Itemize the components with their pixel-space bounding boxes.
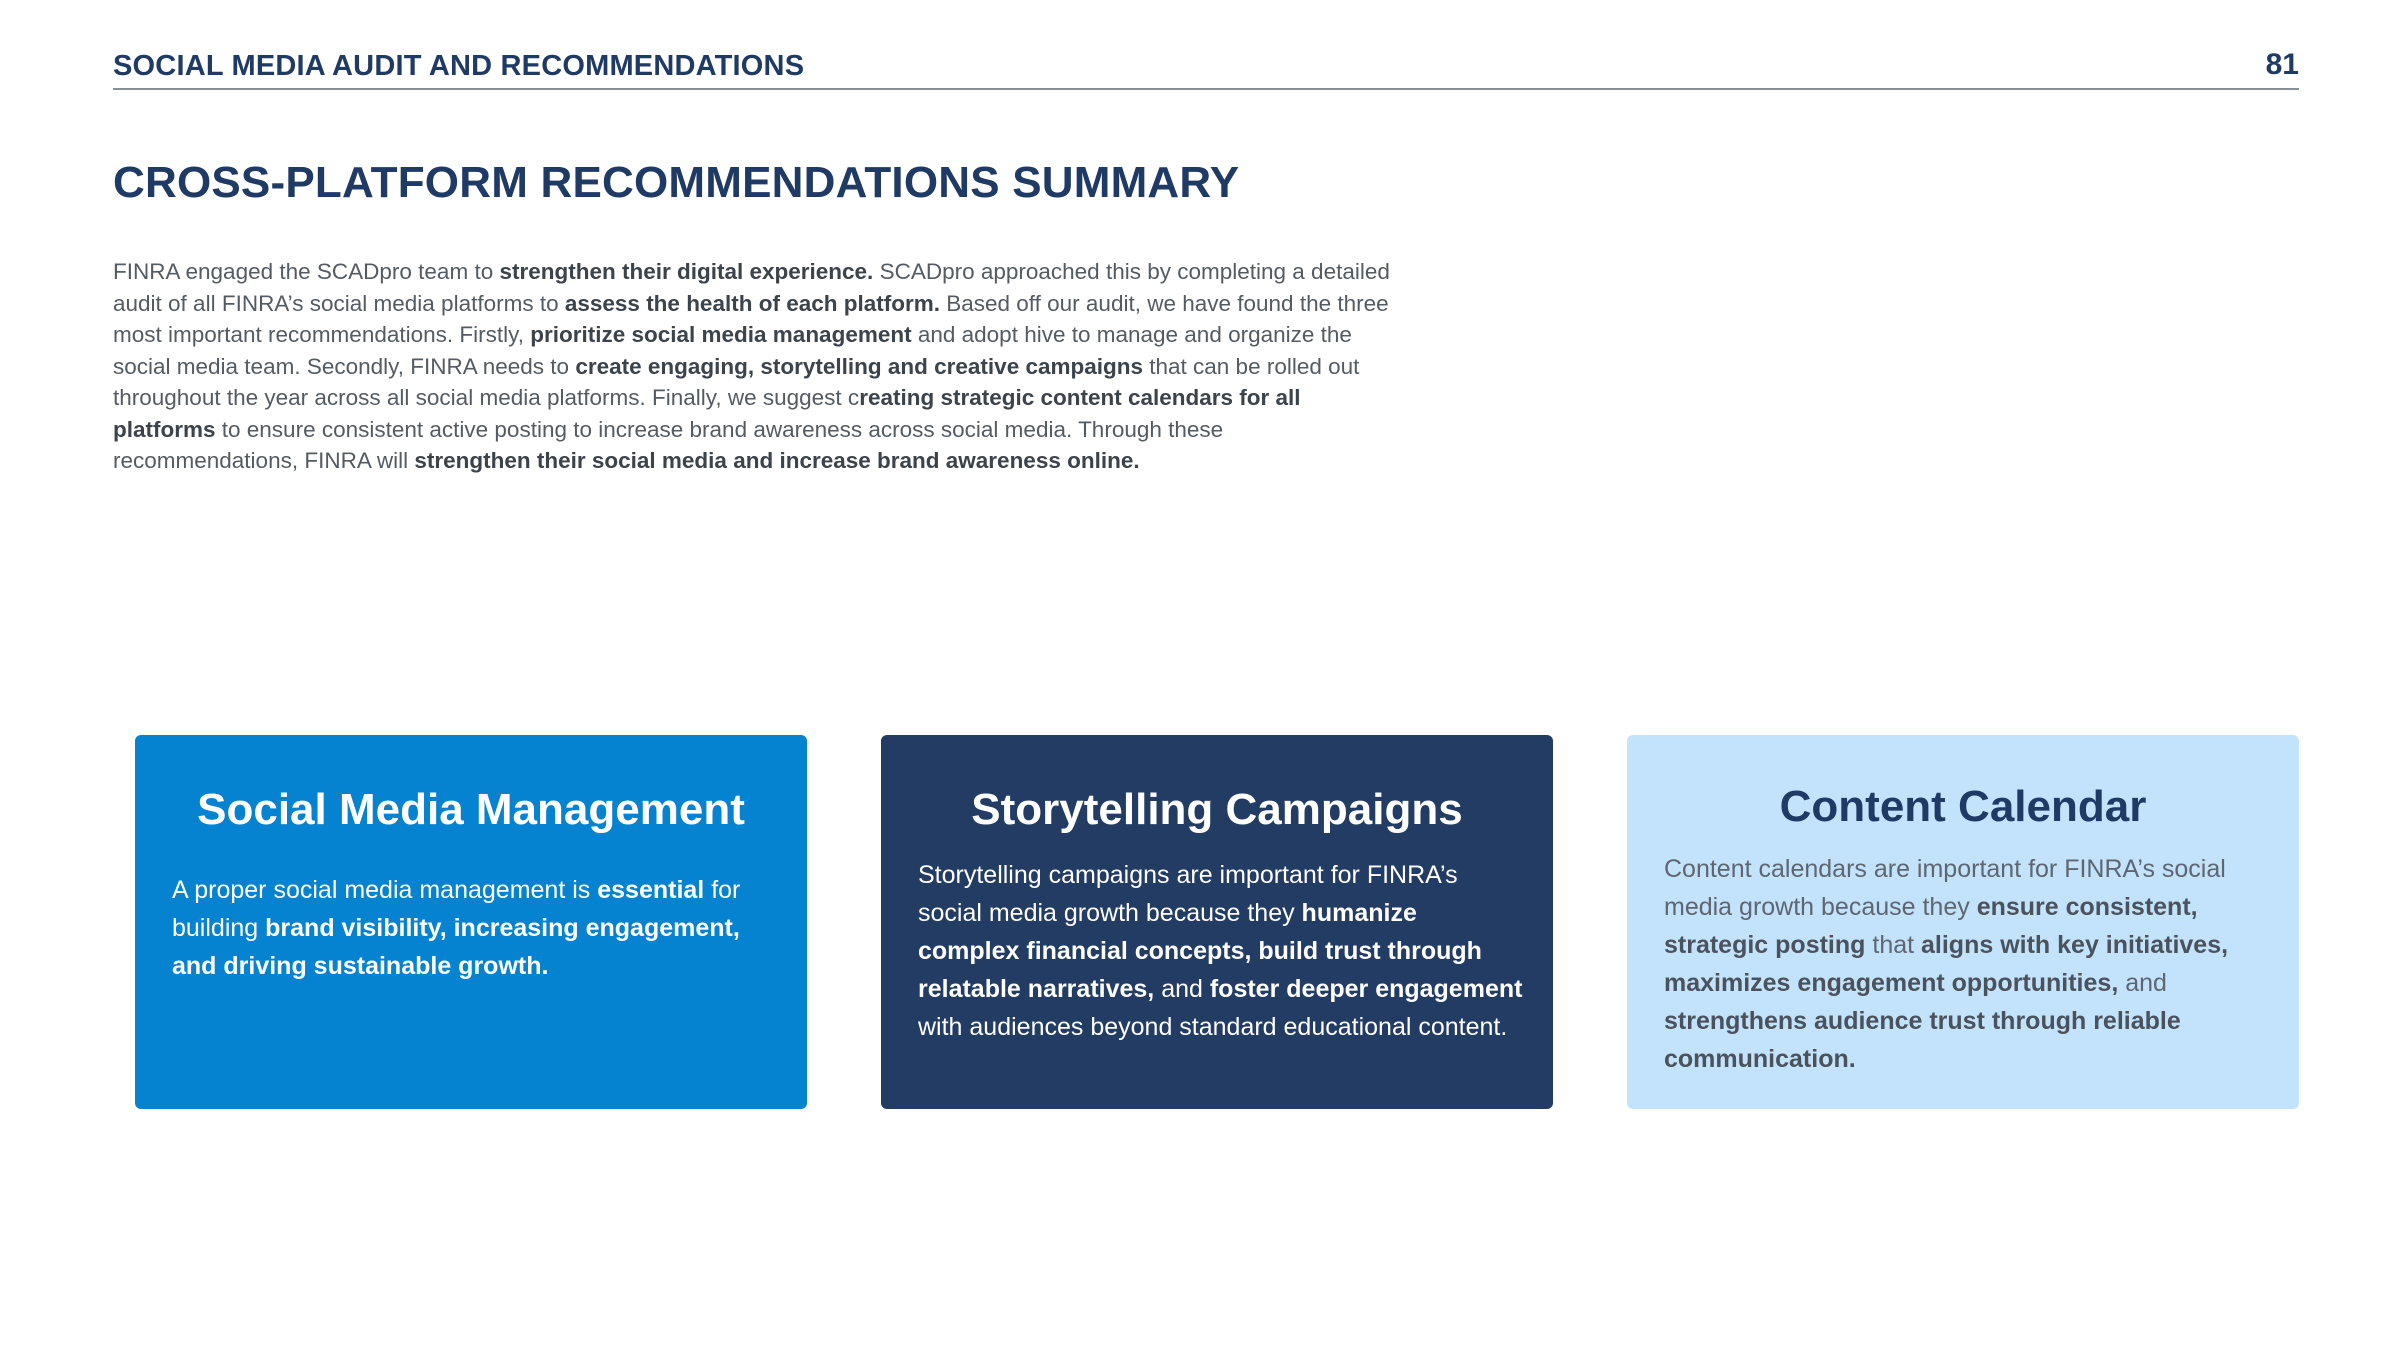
card-title: Social Media Management	[197, 785, 745, 834]
body-text: Content calendars are important for FINRA’s social media growth because they	[1664, 855, 2226, 921]
emphasis-text: essential	[597, 876, 705, 904]
emphasis-text: reating strategic content calendars for all platforms	[113, 385, 1301, 442]
body-text: SCADpro approached this by completing a detailed audit of all FINRA’s social media platforms to	[113, 259, 1390, 316]
card-social-media-management	[135, 735, 807, 1109]
emphasis-text: ensure consistent, strategic posting	[1664, 893, 2198, 959]
body-text: Based off our audit, we have found the three most important recommendations. Firstly,	[113, 290, 1389, 347]
body-text: for building	[172, 876, 741, 942]
emphasis-text: humanize complex financial concepts, build trust through relatable narratives,	[918, 899, 1482, 1003]
body-text: that can be rolled out throughout the year across all social media platforms. Finally, we suggest c	[113, 353, 1360, 410]
body-text: and	[1154, 975, 1210, 1003]
emphasis-text: create engaging, storytelling and creative campaigns	[575, 353, 1143, 379]
emphasis-text: strengthens audience trust through reliable communication.	[1664, 1007, 2181, 1073]
card-content-calendar	[1627, 735, 2299, 1109]
body-text: and adopt hive to manage and organize the social media team. Secondly, FINRA needs to	[113, 322, 1352, 379]
body-text: Storytelling campaigns are important for FINRA’s social media growth because they	[918, 861, 1458, 927]
section-title: SOCIAL MEDIA AUDIT AND RECOMMENDATIONS	[113, 50, 805, 82]
body-text: A proper social media management is	[172, 876, 598, 904]
card-title: Storytelling Campaigns	[971, 785, 1463, 834]
page-number: 81	[2265, 48, 2299, 81]
card-title: Content Calendar	[1779, 782, 2147, 831]
body-text: to ensure consistent active posting to increase brand awareness across social media. Through these recommendations, FINRA will	[113, 416, 1224, 473]
emphasis-text: prioritize social media management	[530, 322, 912, 347]
emphasis-text: aligns with key initiatives, maximizes engagement opportunities,	[1664, 931, 2229, 997]
emphasis-text: strengthen their digital experience.	[499, 259, 874, 284]
card-body	[172, 871, 777, 985]
intro-paragraph	[113, 256, 1403, 477]
body-text: with audiences beyond standard educational content.	[918, 1013, 1508, 1041]
body-text: FINRA engaged the SCADpro team to	[113, 259, 500, 284]
emphasis-text: foster deeper engagement	[1209, 975, 1523, 1003]
emphasis-text: strengthen their social media and increase brand awareness online.	[414, 448, 1140, 473]
card-body	[918, 856, 1523, 1046]
page-header	[113, 48, 2299, 90]
emphasis-text: brand visibility, increasing engagement, and driving sustainable growth.	[172, 914, 740, 980]
card-storytelling-campaigns	[881, 735, 1553, 1109]
body-text: that	[1865, 931, 1922, 959]
body-text: and	[2118, 969, 2167, 997]
emphasis-text: assess the health of each platform.	[564, 290, 940, 316]
card-body	[1664, 850, 2269, 1078]
page-title: CROSS-PLATFORM RECOMMENDATIONS SUMMARY	[113, 158, 1240, 207]
